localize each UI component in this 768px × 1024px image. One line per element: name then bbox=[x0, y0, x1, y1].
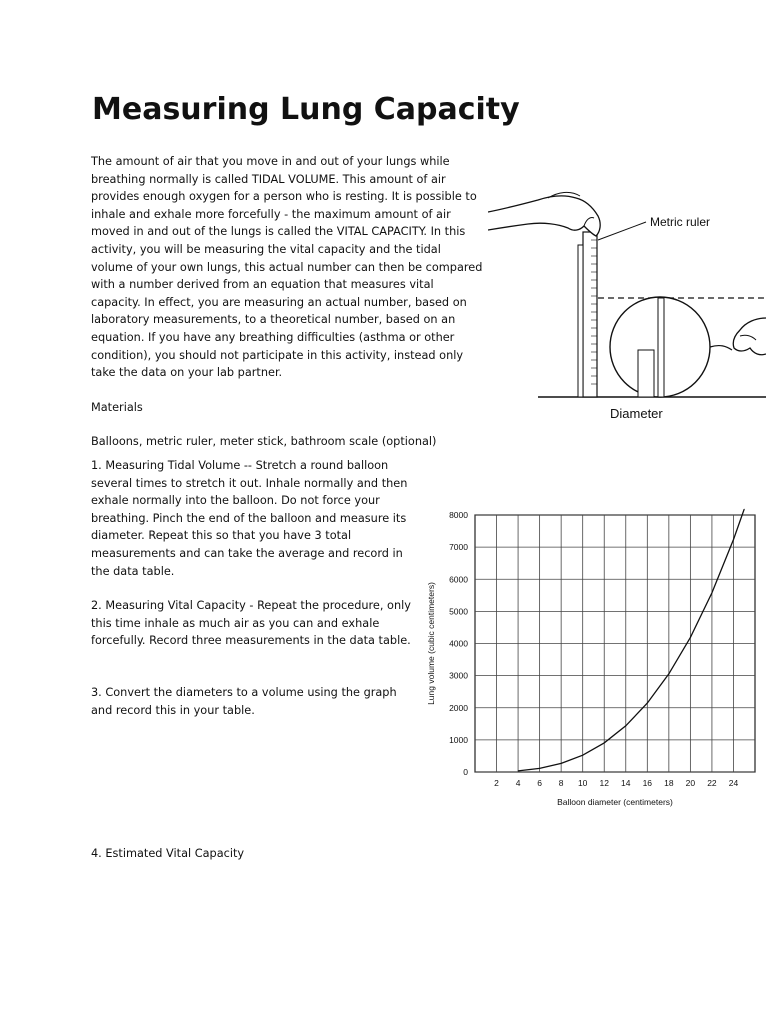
y-tick-label: 3000 bbox=[449, 670, 468, 681]
x-tick-label: 16 bbox=[642, 778, 653, 788]
ruler-leader-line bbox=[598, 222, 646, 240]
x-axis-label: Balloon diameter (centimeters) bbox=[557, 797, 673, 807]
chart-grid bbox=[475, 515, 755, 772]
x-tick-label: 10 bbox=[577, 778, 588, 788]
x-tick-label: 4 bbox=[515, 778, 521, 788]
x-tick-label: 14 bbox=[621, 778, 631, 788]
data-point bbox=[690, 637, 691, 638]
data-point bbox=[733, 539, 734, 540]
step-3-text: 3. Convert the diameters to a volume using the graph and record this in your table. bbox=[91, 686, 397, 717]
x-tick-label: 8 bbox=[558, 778, 564, 788]
x-tick-label: 22 bbox=[707, 778, 717, 788]
y-tick-label: 8000 bbox=[449, 510, 468, 520]
data-point bbox=[647, 703, 648, 704]
y-axis-label: Lung volume (cubic centimeters) bbox=[426, 582, 436, 705]
inner-block-shape bbox=[638, 350, 654, 397]
data-point bbox=[604, 743, 605, 744]
step-1-text: 1. Measuring Tidal Volume -- Stretch a round balloon several times to stretch it out. Inhale normally and then exhale normally into the balloon. Do not force your breathing. Pinch the end of the balloon and measure its diameter. Repeat this so that you have 3 total measurements and can take the average and record in the data table. bbox=[91, 459, 408, 578]
data-point bbox=[582, 755, 583, 756]
x-tick-label: 24 bbox=[728, 778, 739, 788]
ruler-label: Metric ruler bbox=[650, 215, 711, 229]
page-title: Measuring Lung Capacity bbox=[92, 92, 520, 127]
data-point bbox=[561, 763, 562, 764]
data-point bbox=[668, 673, 669, 674]
x-tick-label: 6 bbox=[537, 778, 542, 788]
step-4-text: 4. Estimated Vital Capacity bbox=[91, 847, 245, 860]
x-tick-label: 2 bbox=[494, 778, 499, 788]
y-tick-label: 1000 bbox=[449, 734, 468, 745]
diameter-label: Diameter bbox=[610, 406, 663, 421]
x-tick-label: 12 bbox=[599, 778, 609, 788]
y-tick-label: 5000 bbox=[449, 606, 468, 617]
y-tick-label: 6000 bbox=[449, 574, 468, 585]
data-point bbox=[625, 725, 626, 726]
y-tick-label: 7000 bbox=[449, 542, 468, 553]
hand-top-icon bbox=[488, 196, 600, 236]
intro-paragraph: The amount of air that you move in and out of your lungs while breathing normally is called TIDAL VOLUME. This amount of air provides enough oxygen for a person who is resting. It is possible to inhale and exhale more forcefully - the maximum amount of air moved in and out of the lungs is called the VITAL CAPACITY. In this activity, you will be measuring the vital capacity and the tidal volume of your own lungs, this actual number can then be compared with a number derived from an equation that measures vital capacity. In effect, you are measuring an actual number, based on laboratory measurements, to a theoretical number, based on an equation. If you have any breathing difficulties (asthma or other condition), you should not participate in this activity, instead only take the data on your lab partner. bbox=[91, 155, 483, 380]
y-tick-label: 4000 bbox=[449, 638, 468, 649]
lung-volume-curve bbox=[518, 509, 744, 771]
y-tick-label: 2000 bbox=[449, 702, 468, 713]
data-point bbox=[518, 771, 519, 772]
inner-ruler-shape bbox=[658, 298, 664, 397]
x-tick-label: 20 bbox=[685, 778, 696, 788]
x-tick-label: 18 bbox=[664, 778, 674, 788]
balloon-measurement-illustration bbox=[488, 190, 766, 430]
chart-curve bbox=[518, 509, 745, 772]
chart-ticks bbox=[449, 510, 738, 788]
lung-volume-chart bbox=[420, 495, 760, 815]
materials-heading: Materials bbox=[91, 401, 143, 414]
data-point bbox=[744, 509, 745, 510]
y-tick-label: 0 bbox=[463, 767, 468, 777]
step-2-text: 2. Measuring Vital Capacity - Repeat the procedure, only this time inhale as much air as you can and exhale forcefully. Record three measurements in the data table. bbox=[91, 599, 411, 648]
meter-stick-shape bbox=[578, 245, 583, 397]
ruler-shape bbox=[583, 232, 597, 397]
data-point bbox=[539, 768, 540, 769]
hand-right-icon bbox=[733, 318, 766, 355]
materials-list: Balloons, metric ruler, meter stick, bathroom scale (optional) bbox=[91, 435, 437, 448]
data-point bbox=[712, 593, 713, 594]
